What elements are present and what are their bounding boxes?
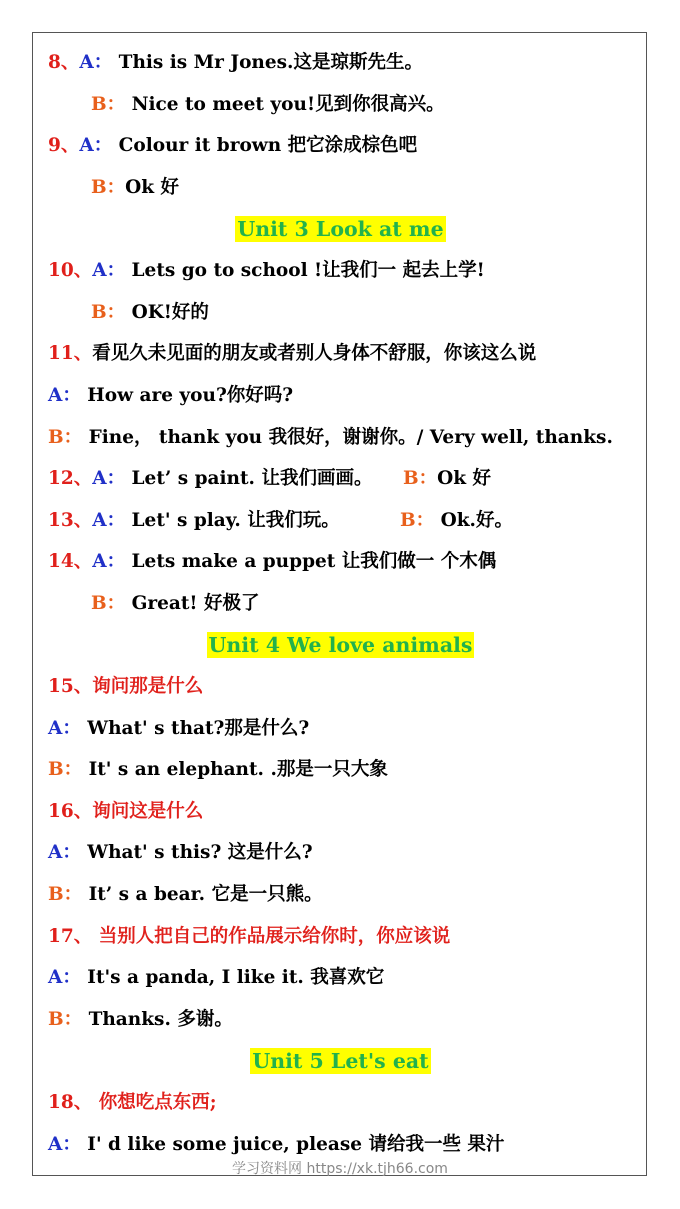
dialogue-15-b: B： It' s an elephant. .那是一只大象 <box>48 759 388 780</box>
dialogue-12-b: B：Ok 好 <box>403 468 492 489</box>
dialogue-11-prompt: 11、看见久未见面的朋友或者别人身体不舒服，你该这么说 <box>48 343 537 364</box>
dialogue-12-a: 12、A： Let’ s paint. 让我们画画。 <box>48 468 373 489</box>
document-page <box>32 32 647 1176</box>
dialogue-11-a: A： How are you?你好吗? <box>48 385 294 406</box>
dialogue-17-prompt: 17、 当别人把自己的作品展示给你时，你应该说 <box>48 926 451 947</box>
dialogue-13-a: 13、A： Let' s play. 让我们玩。 <box>48 510 340 531</box>
dialogue-17-a: A： It's a panda, I like it. 我喜欢它 <box>48 967 385 988</box>
dialogue-10-a: 10、A： Lets go to school !让我们一 起去上学! <box>48 260 485 281</box>
dialogue-8-a: 8、A： This is Mr Jones.这是琼斯先生。 <box>48 52 423 73</box>
dialogue-14-a: 14、A： Lets make a puppet 让我们做一 个木偶 <box>48 551 497 572</box>
dialogue-14-b: B： Great! 好极了 <box>91 593 260 614</box>
dialogue-18-prompt: 18、 你想吃点东西; <box>48 1092 217 1113</box>
dialogue-13-b: B： Ok.好。 <box>400 510 513 531</box>
footer-watermark: 学习资料网 https://xk.tjh66.com <box>232 1161 448 1177</box>
dialogue-10-b: B： OK!好的 <box>91 302 209 323</box>
unit-4-heading: Unit 4 We love animals <box>208 633 473 657</box>
dialogue-15-a: A： What' s that?那是什么? <box>48 718 310 739</box>
dialogue-15-prompt: 15、询问那是什么 <box>48 676 204 697</box>
dialogue-16-prompt: 16、询问这是什么 <box>48 801 204 822</box>
unit-3-heading: Unit 3 Look at me <box>237 217 444 241</box>
dialogue-11-b: B： Fine， thank you 我很好，谢谢你。/ Very well, thanks. <box>48 427 613 448</box>
dialogue-16-b: B： It’ s a bear. 它是一只熊。 <box>48 884 323 905</box>
dialogue-8-b: B： Nice to meet you!见到你很高兴。 <box>91 94 445 115</box>
dialogue-17-b: B： Thanks. 多谢。 <box>48 1009 233 1030</box>
dialogue-18-a: A： I' d like some juice, please 请给我一些 果汁 <box>48 1134 505 1155</box>
dialogue-16-a: A： What' s this? 这是什么? <box>48 842 313 863</box>
dialogue-9-b: B：Ok 好 <box>91 177 180 198</box>
unit-5-heading: Unit 5 Let's eat <box>252 1049 429 1073</box>
dialogue-9-a: 9、A： Colour it brown 把它涂成棕色吧 <box>48 135 418 156</box>
